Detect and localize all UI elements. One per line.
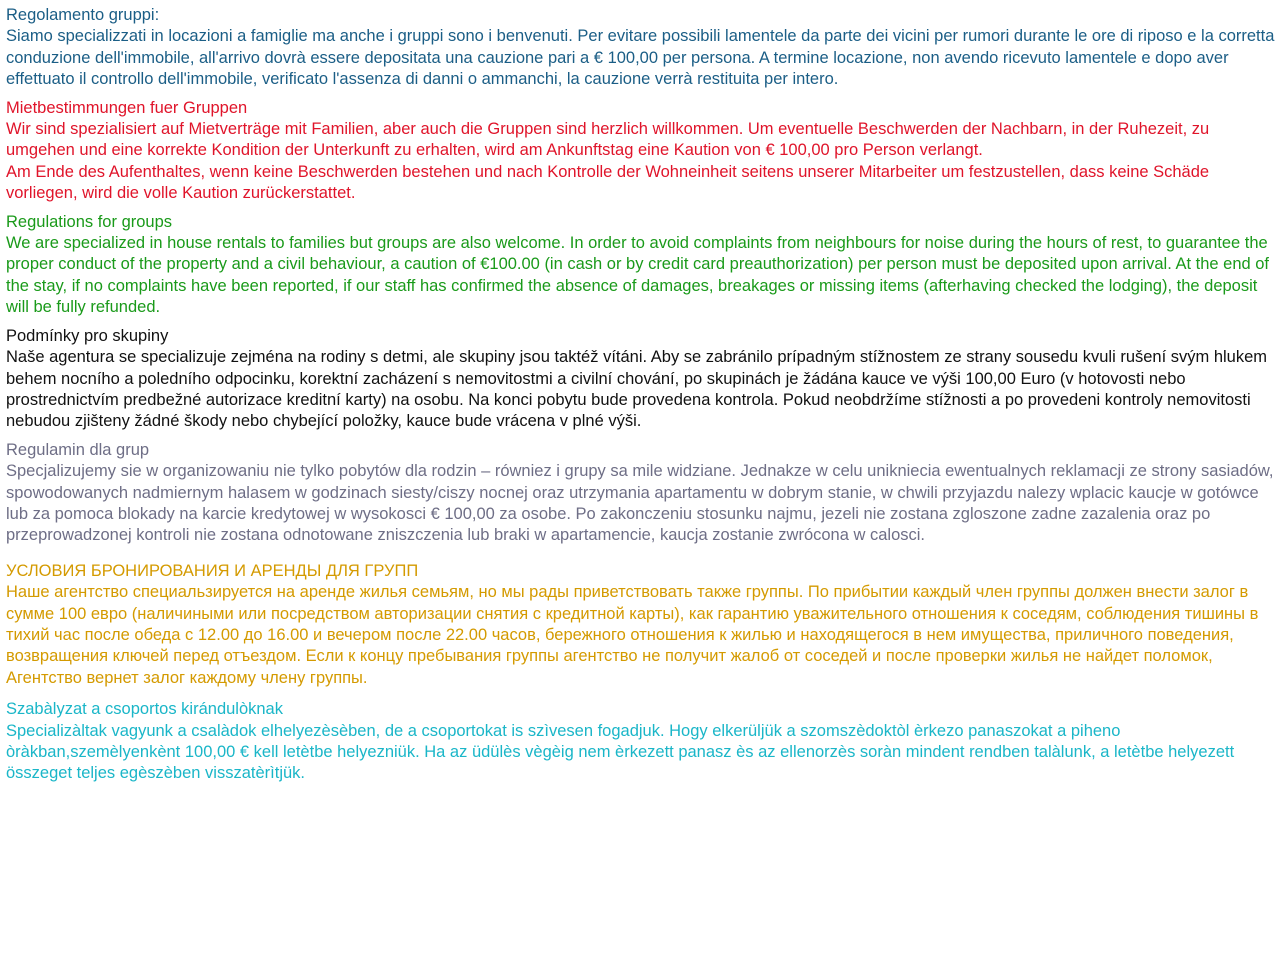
section-title: Podmínky pro skupiny [6,326,169,345]
section-german [6,98,1278,205]
section-polish [6,440,1278,547]
section-paragraph: Наше агентство специальзируется на аренде жилья семьям, но мы рады приветствовать также группы. По прибытии каждый член группы должен внести залог в сумме 100 евро (наличиными или посредством авторизации снятия с кредитной карты), как гарантию уважительного отношения к соседям, соблюдения тишины в тихий час после обеда с 12.00 до 16.00 и вечером после 22.00 часов, бережного отношения к жилью и находящегося в нем имущества, приличного поведения, возвращения ключей перед отъездом. Если к концу пребывания группы агентство не получит жалоб от соседей и после проверки жилья не найдет поломок, Агентство вернет залог каждому члену группы. [6,583,1259,687]
section-paragraph: Specjalizujemy sie w organizowaniu nie tylko pobytów dla rodzin – równiez i grupy sa mile widziane. Jednakze w celu unikniecia ewentualnych reklamacji ze strony sasiadów, spowodowanych nadmiernym halasem w godzinach siesty/ciszy nocnej oraz utrzymania apartamentu w dobrym stanie, w chwili przyjazdu nalezy wplacic kaucje w gotówce lub za pomoca blokady na karcie kredytowej w wysokosci € 100,00 za osobe. Po zakonczeniu stosunku najmu, jezeli nie zostana zgloszone zadne zazalenia oraz po przeprowadzonej kontroli nie zostana odnotowane zniszczenia lub braki w apartamencie, kaucja zostanie zwrócona w calosci. [6,462,1274,545]
section-paragraph: Specializàltak vagyunk a csalàdok elhelyezèsèben, de a csoportokat is szìvesen fogadjuk. Hogy elkerüljük a szomszèdoktòl èrkezo panaszokat a piheno òràkban,szemèlyenkènt 100,00 € kell letètbe helyezniük. Ha az üdülès vègèig nem èrkezett panasz ès az ellenorzès soràn mindent rendben talàlunk, a letètbe helyezett összeget teljes egèszèben visszatèrìtjük. [6,721,1235,783]
section-title: Mietbestimmungen fuer Gruppen [6,98,248,117]
section-russian [6,561,1278,689]
section-paragraph: Wir sind spezialisiert auf Mietverträge mit Familien, aber auch die Gruppen sind herzlich willkommen. Um eventuelle Beschwerden der Nachbarn, in der Ruhezeit, zu umgehen und eine korrekte Kondition der Unterkunft zu erhalten, wird am Ankunftstag eine Kaution von € 100,00 pro Person verlangt. [6,120,1210,160]
section-italian [6,5,1278,91]
section-title: УСЛОВИЯ БРОНИРОВАНИЯ И АРЕНДЫ ДЛЯ ГРУПП [6,561,419,580]
section-title: Szabàlyzat a csoportos kirándulòknak [6,700,283,719]
group-regulations-document [6,5,1278,785]
section-czech [6,326,1278,433]
section-paragraph: Naše agentura se specializuje zejména na rodiny s detmi, ale skupiny jsou taktéž vítáni. Aby se zabránilo prípadným stížnostem ze strany sousedu kvuli rušení svým hlukem behem nocního a poledního odpocinku, korektní zacházení s nemovitostmi a civilní chování, po skupinách je žádána kauce ve výši 100,00 Euro (v hotovosti nebo prostrednictvím predbežné autorizace kreditní karty) na osobu. Na konci pobytu bude provedena kontrola. Pokud neobdržíme stížnosti a po provedeni kontroly nemovitosti nebudou zjišteny žádné škody nebo chybející položky, kauce bude vrácena v plné výši. [6,348,1268,431]
section-paragraph: We are specialized in house rentals to families but groups are also welcome. In order to avoid complaints from neighbours for noise during the hours of rest, to guarantee the proper conduct of the property and a civil behaviour, a caution of €100.00 (in cash or by credit card preauthorization) per person must be deposited upon arrival. At the end of the stay, if no complaints have been reported, if our staff has confirmed the absence of damages, breakages or missing items (afterhaving checked the lodging), the deposit will be fully refunded. [6,234,1270,317]
section-english [6,212,1278,319]
section-title: Regulamin dla grup [6,440,150,459]
section-paragraph: Am Ende des Aufenthaltes, wenn keine Beschwerden bestehen und nach Kontrolle der Wohneinheit seitens unserer Mitarbeiter um festzustellen, dass keine Schäde vorliegen, wird die volle Kaution zurückerstattet. [6,162,1210,203]
section-hungarian [6,699,1278,785]
section-title: Regulations for groups [6,212,173,231]
section-paragraph: Siamo specializzati in locazioni a famiglie ma anche i gruppi sono i benvenuti. Per evitare possibili lamentele da parte dei vicini per rumori durante le ore di riposo e la corretta conduzione dell'immobile, all'arrivo dovrà essere depositata una cauzione pari a € 100,00 per persona. A termine locazione, non avendo ricevuto lamentele e dopo aver effettuato il controllo dell'immobile, verificato l'assenza di danni o ammanchi, la cauzione verrà restituita per intero. [6,27,1275,89]
section-title: Regolamento gruppi: [6,6,160,24]
